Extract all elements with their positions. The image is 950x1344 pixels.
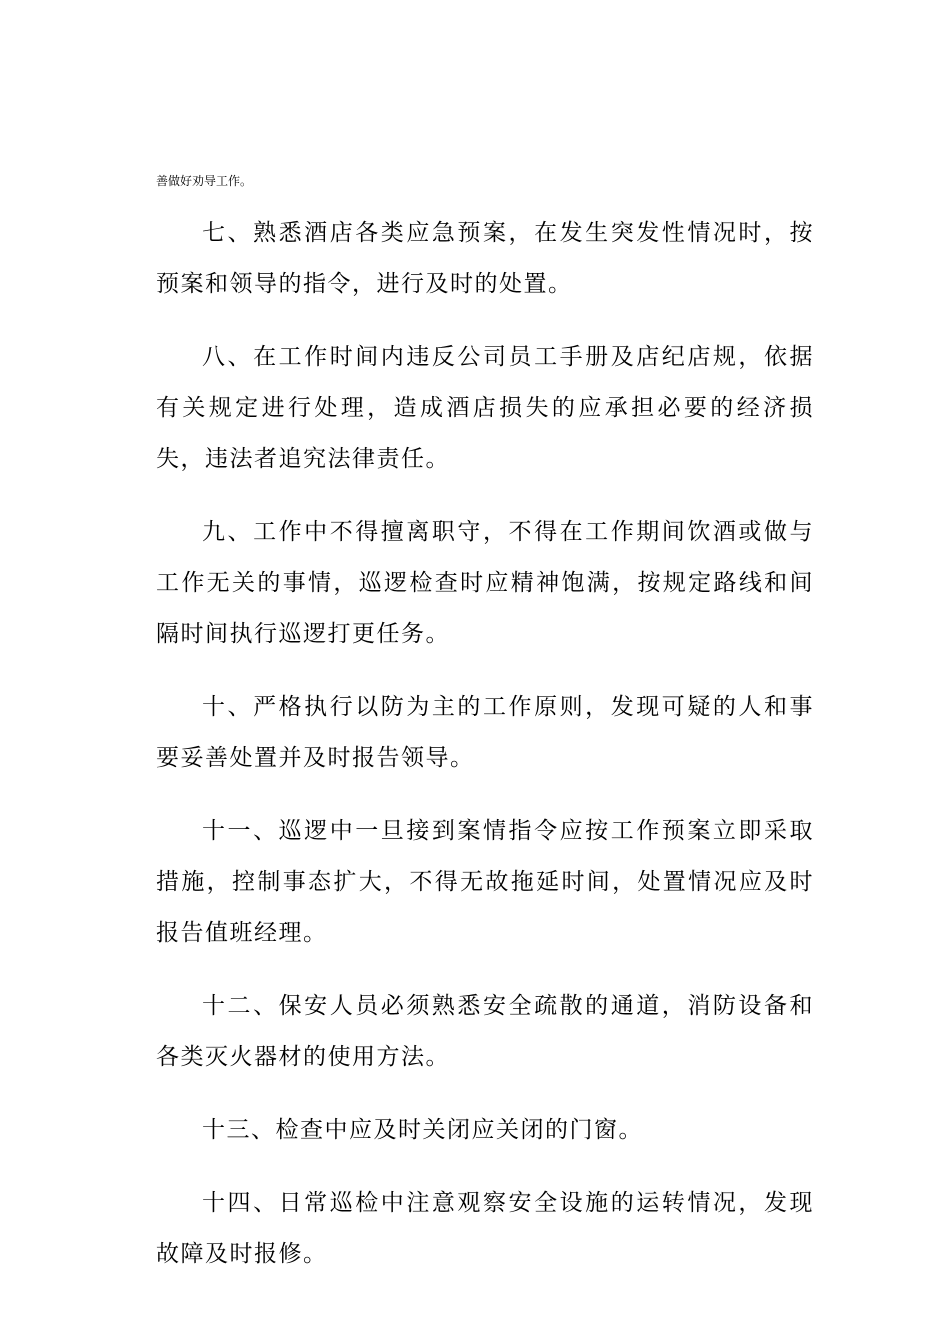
paragraph-9: 九、工作中不得擅离职守，不得在工作期间饮酒或做与工作无关的事情，巡逻检查时应精神饱满，按规定路线和间隔时间执行巡逻打更任务。 <box>156 519 814 647</box>
paragraph-13: 十三、检查中应及时关闭应关闭的门窗。 <box>202 1117 643 1143</box>
paragraph-14: 十四、日常巡检中注意观察安全设施的运转情况，发现故障及时报修。 <box>156 1190 814 1267</box>
paragraph-7: 七、熟悉酒店各类应急预案，在发生突发性情况时，按预案和领导的指令，进行及时的处置。 <box>156 220 814 297</box>
continued-text-fragment: 善做好劝导工作。 <box>156 174 253 188</box>
paragraph-10: 十、严格执行以防为主的工作原则，发现可疑的人和事要妥善处置并及时报告领导。 <box>156 694 814 771</box>
paragraph-8: 八、在工作时间内违反公司员工手册及店纪店规，依据有关规定进行处理，造成酒店损失的应承担必要的经济损失，违法者追究法律责任。 <box>156 344 814 472</box>
document-body <box>156 208 814 1302</box>
paragraph-11: 十一、巡逻中一旦接到案情指令应按工作预案立即采取措施，控制事态扩大，不得无故拖延时间，处置情况应及时报告值班经理。 <box>156 818 814 946</box>
paragraph-12: 十二、保安人员必须熟悉安全疏散的通道，消防设备和各类灭火器材的使用方法。 <box>156 993 814 1070</box>
